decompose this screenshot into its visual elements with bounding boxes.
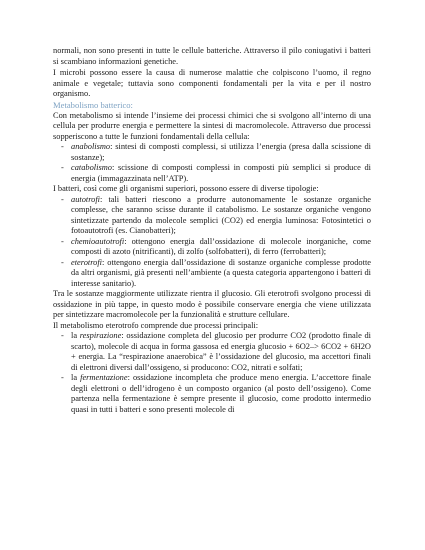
list-processes — [53, 142, 371, 184]
list-item-catabolism — [53, 163, 371, 184]
definition-respiration: : ossidazione completa del glucosio per produrre CO2 (prodotto finale di scarto), molecole di acqua in forma gassosa ed energia glucosio + 6O2–> 6CO2 + 6H2O + energia. La “respirazione anaerobica” è l’ossidazione del glucosio, ma accettori finali di elettroni diversi dall’ossigeno, si producono: CO2, nitrati e solfati; — [71, 331, 371, 372]
paragraph-pili: normali, non sono presenti in tutte le cellule batteriche. Attraverso il pilo coniugativi i batteri si scambiano informazioni genetiche. — [53, 46, 371, 66]
term-autotrophs: autotrofi — [71, 194, 101, 204]
definition-chemoautotrophs: : ottengono energia dall’ossidazione di molecole inorganiche, come composti di azoto (nitrificanti), di zolfo (solfobatteri), di ferro (ferrobatteri); — [71, 236, 371, 256]
paragraph-glucose: Tra le sostanze maggiormente utilizzate rientra il glucosio. Gli eterotrofi svolgono processi di ossidazione in più tappe, in questo modo è possibile conservare energia che viene utilizzata per sintetizzare macromolecole per la funzionalità e strutture cellulare. — [53, 289, 371, 319]
term-fermentation: fermentazione — [80, 373, 128, 382]
paragraph-microbes: I microbi possono essere la causa di numerose malattie che colpiscono l’uomo, il regno animale e vegetale; tuttavia sono componenti fondamentali per la vita e per il nostro organismo. — [53, 68, 371, 98]
term-heterotrophs: eterotrofi — [71, 257, 103, 267]
paragraph-hetero-intro: Il metabolismo eterotrofo comprende due processi principali: — [53, 320, 259, 330]
list-hetero-processes — [53, 331, 371, 415]
definition-autotrophs: : tali batteri riescono a produrre autonomamente le sostanze organiche complesse, che saranno scisse durante il catabolismo. Le sostanze organiche vengono sintetizzate partendo da molecole semplici (CO2) ed energia luminosa: Fotosintetici o fotoautotrofi (es. Cianobatteri); — [71, 194, 371, 235]
document-page — [53, 46, 371, 415]
list-item-autotrophs — [53, 195, 371, 237]
definition-fermentation: : ossidazione incompleta che produce meno energia. L’accettore finale degli elettroni o dell’idrogeno è un composto organico (al posto dell’ossigeno). Come partenza nella fermentazione è sempre presente il glucosio, come prodotto intermedio quasi in tutti i batteri e sono presenti molecole di — [71, 373, 372, 414]
paragraph-types-intro: I batteri, così come gli organismi superiori, possono essere di diverse tipologie: — [53, 184, 319, 193]
term-respiration: respirazione — [79, 331, 122, 340]
section-heading-metabolism: Metabolismo batterico: — [53, 99, 133, 110]
term-catabolism: catabolismo — [71, 163, 112, 172]
list-item-anabolism — [53, 142, 371, 163]
term-chemoautotrophs: chemioautotrofi — [71, 236, 125, 246]
article-respiration: la — [71, 331, 80, 340]
list-item-fermentation — [53, 373, 371, 415]
definition-anabolism: : sintesi di composti complessi, si utilizza l’energia (presa dalla scissione di sostanze); — [71, 142, 371, 162]
definition-heterotrophs: : ottengono energia dall’ossidazione di sostanze organiche complesse prodotte da altri organismi, già presenti nell’ambiente (a questa categoria appartengono i batteri di interesse sanitario). — [71, 257, 371, 288]
term-anabolism: anabolismo — [71, 142, 111, 151]
list-item-respiration — [53, 331, 371, 373]
list-bacteria-types — [53, 195, 371, 290]
definition-catabolism: : scissione di composti complessi in composti più semplici si produce di energia (immagazzinata nell’ATP). — [71, 163, 371, 183]
article-fermentation: la — [71, 373, 81, 382]
list-item-chemoautotrophs — [53, 237, 371, 258]
list-item-heterotrophs — [53, 258, 371, 290]
paragraph-metabolism-intro: Con metabolismo si intende l’insieme dei processi chimici che si svolgono all’interno di una cellula per produrre energia e permettere la sintesi di macromolecole. Attraverso due processi sopperiscono a tutte le funzioni fondamentali della cellula: — [53, 110, 371, 141]
